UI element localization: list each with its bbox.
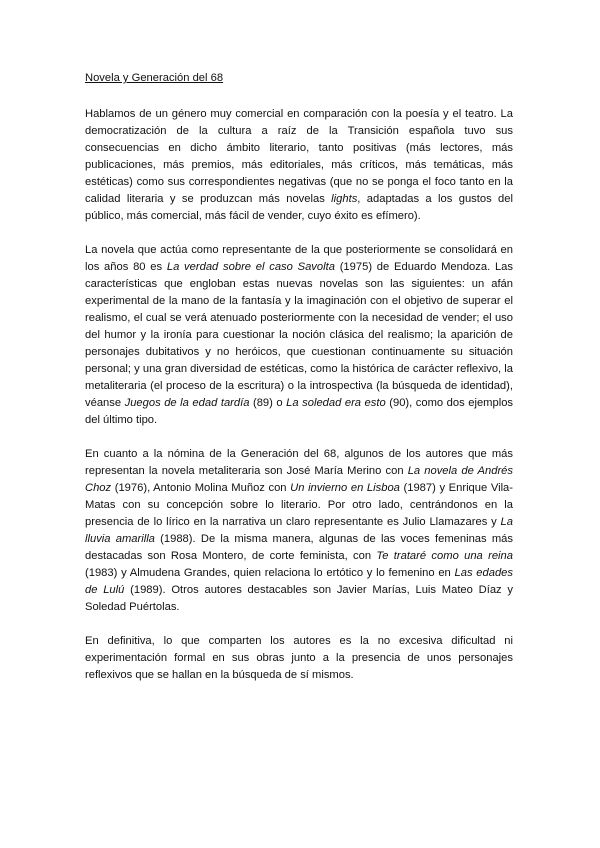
italic-title-text: La verdad sobre el caso Savolta <box>166 261 335 273</box>
italic-title-text: Un invierno en Lisboa <box>290 482 400 494</box>
paragraph-text: (90), como dos ejemplos del último tipo. <box>85 397 514 426</box>
paragraph-text: (1987) y Enrique Vila-Matas con su concepción sobre lo literario. Por otro lado, centrándonos en la presencia de lo lírico en la narrativa un claro representante es Julio Llamazares y <box>85 482 514 528</box>
paragraph-2 <box>85 242 513 429</box>
italic-title-text: Te trataré como una reina <box>376 550 513 562</box>
italic-title-text: La lluvia amarilla <box>85 516 513 545</box>
document-title: Novela y Generación del 68 <box>85 72 224 84</box>
paragraph-1 <box>85 106 513 225</box>
paragraph-4 <box>85 633 513 684</box>
italic-title-text: lights <box>331 193 358 205</box>
paragraph-text: La novela que actúa como representante de la que posteriormente se consolidará en los años 80 es <box>85 244 513 273</box>
paragraph-text: (1989). Otros autores destacables son Javier Marías, Luis Mateo Díaz y Soledad Puértolas. <box>85 584 513 613</box>
paragraph-text: En cuanto a la nómina de la Generación del 68, algunos de los autores que más representan la novela metaliteraria son José María Merino con <box>85 448 513 477</box>
paragraph-text: , adaptadas a los gustos del público, más comercial, más fácil de vender, cuyo éxito es efímero). <box>85 193 513 222</box>
italic-title-text: La soledad era esto <box>286 397 386 409</box>
italic-title-text: Las edades de Lulú <box>85 567 513 596</box>
paragraph-text: En definitiva, lo que comparten los autores es la no excesiva dificultad ni experimentación formal en sus obras junto a la presencia de unos personajes reflexivos que se hallan en la búsqueda de sí mismos. <box>85 635 513 681</box>
paragraph-text: (1983) y Almudena Grandes, quien relaciona lo ertótico y lo femenino en <box>85 567 455 579</box>
italic-title-text: La novela de Andrés Choz <box>85 465 513 494</box>
paragraph-text: (1988). De la misma manera, algunas de las voces femeninas más destacadas son Rosa Montero, de corte feminista, con <box>85 533 513 562</box>
paragraph-text: (1975) de Eduardo Mendoza. Las características que engloban estas nuevas novelas son las siguientes: un afán experimental de la mano de la fantasía y la imaginación con el objetivo de superar el realismo, el cual se verá atenuado posteriormente con la necesidad de vender; el uso del humor y la ironía para cuestionar la noción clásica del realismo; la aparición de personajes dubitativos y no heróicos, que cuestionan continuamente su situación personal; y una gran diversidad de estéticas, como la histórica de carácter reflexivo, la metaliteraria (el proceso de la escritura) o la introspectiva (la búsqueda de identidad), véanse <box>85 261 513 409</box>
paragraph-3 <box>85 446 513 616</box>
italic-title-text: Juegos de la edad tardía <box>124 397 250 409</box>
paragraph-text: (1976), Antonio Molina Muñoz con <box>111 482 291 494</box>
paragraph-text: Hablamos de un género muy comercial en comparación con la poesía y el teatro. La democratización de la cultura a raíz de la Transición española tuvo sus consecuencias en dicho ámbito literario, tanto positivas (más lectores, más publicaciones, más premios, más editoriales, más críticos, más temáticas, más estéticas) como sus correspondientes negativas (que no se ponga el foco tanto en la calidad literaria y se produzcan más novelas <box>85 108 513 205</box>
document-body <box>85 70 513 701</box>
paragraph-text: (89) o <box>249 397 287 409</box>
